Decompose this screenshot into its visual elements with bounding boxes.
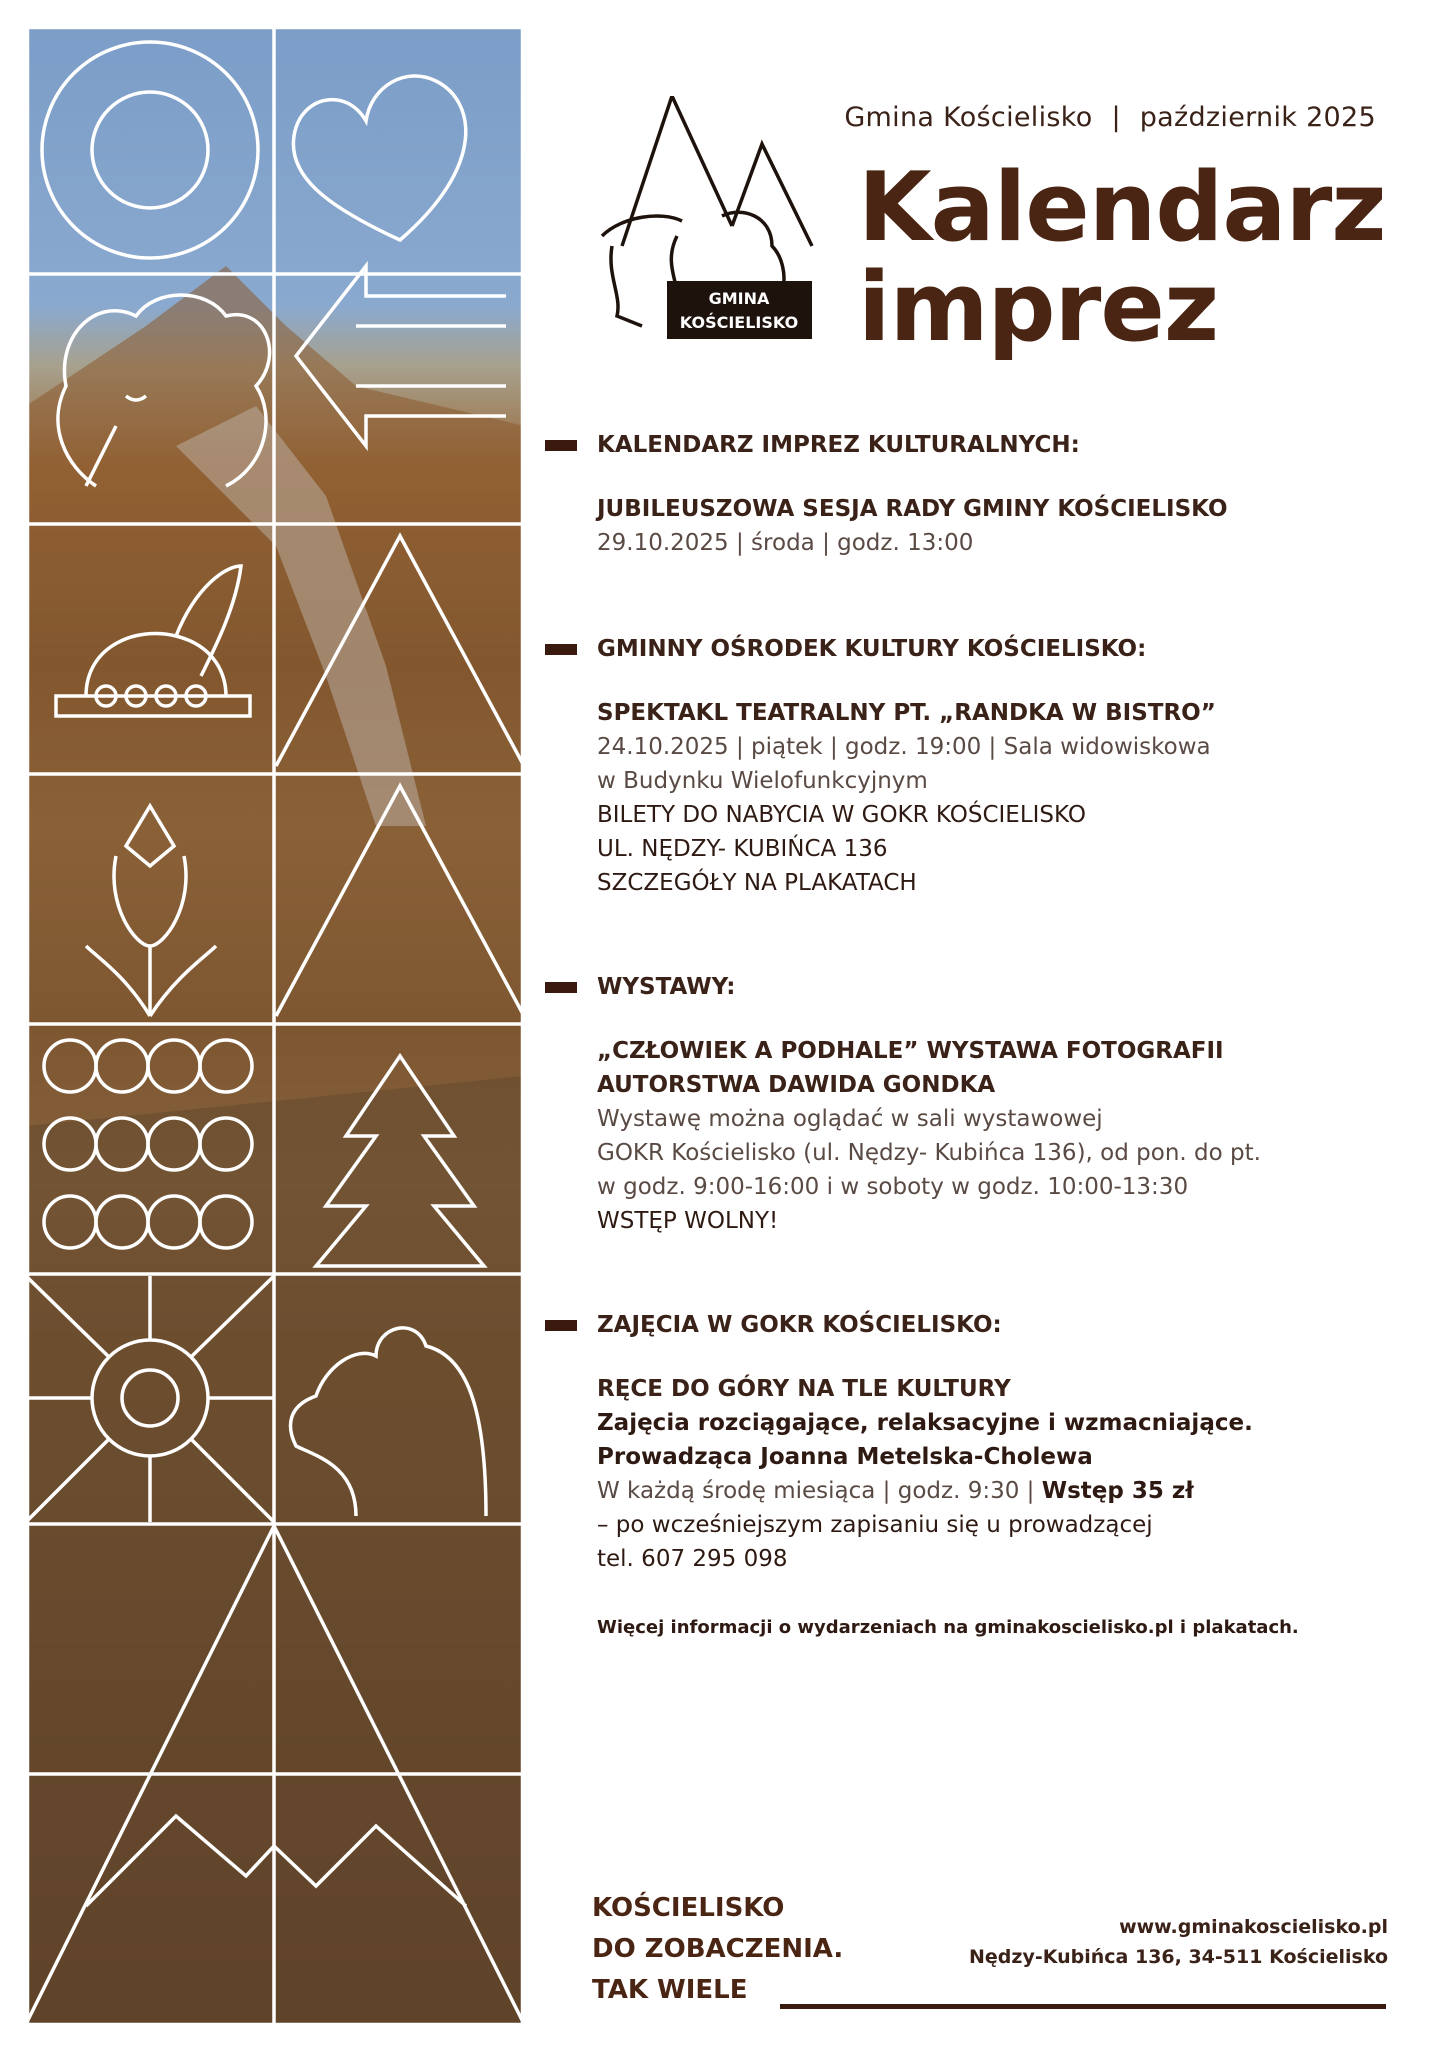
heading-bar-icon: [545, 1320, 577, 1331]
event-tickets: BILETY DO NABYCIA W GOKR KOŚCIELISKO: [597, 802, 1086, 828]
event-title: RĘCE DO GÓRY NA TLE KULTURY: [597, 1376, 1011, 1402]
event-title: [545, 1034, 1405, 1102]
footer-rule: [780, 2004, 1386, 2009]
section-cultural-events: [545, 428, 1405, 560]
event-title: JUBILEUSZOWA SESJA RADY GMINY KOŚCIELISKO: [597, 496, 1228, 522]
event-date: 29.10.2025 | środa | godz. 13:00: [597, 530, 974, 556]
event-title: SPEKTAKL TEATRALNY PT. „RANDKA W BISTRO”: [597, 700, 1216, 726]
event-schedule: [545, 1474, 1405, 1508]
event-title-line2: AUTORSTWA DAWIDA GONDKA: [597, 1072, 996, 1098]
event-schedule-text: W każdą środę miesiąca | godz. 9:30 |: [597, 1478, 1035, 1504]
slogan-line2: DO ZOBACZENIA.: [592, 1934, 844, 1964]
event-hours: w godz. 9:00-16:00 i w soboty w godz. 10:00-13:30: [597, 1174, 1189, 1200]
gmina-logo: [582, 96, 814, 346]
heart-icon: [293, 76, 465, 240]
folk-pattern-grid: [26, 26, 524, 2026]
slogan-line3: TAK WIELE: [592, 1975, 748, 2005]
contact-address: Nędzy-Kubińca 136, 34-511 Kościelisko: [969, 1946, 1388, 1968]
section-gokr: [545, 632, 1405, 900]
event-title-line1: „CZŁOWIEK A PODHALE” WYSTAWA FOTOGRAFII: [597, 1038, 1224, 1064]
ring-icon: [42, 42, 258, 258]
section-heading-text: GMINNY OŚRODEK KULTURY KOŚCIELISKO:: [597, 636, 1147, 662]
event-date: 24.10.2025 | piątek | godz. 19:00 | Sala widowiskowa: [597, 734, 1211, 760]
logo-mountain-left: [622, 96, 732, 246]
event-description: GOKR Kościelisko (ul. Nędzy- Kubińca 136), od pon. do pt.: [597, 1140, 1261, 1166]
header-meta: [806, 102, 1376, 133]
section-classes: [545, 1308, 1405, 1642]
highlander-logo-icon: [582, 96, 814, 346]
footer-contact: [900, 1912, 1388, 1972]
title-line2: imprez: [858, 253, 1219, 363]
section-heading: [545, 970, 1405, 1004]
section-heading-text: KALENDARZ IMPREZ KULTURALNYCH:: [597, 432, 1080, 458]
event-venue: w Budynku Wielofunkcyjnym: [597, 768, 928, 794]
more-info-note: Więcej informacji o wydarzeniach na gminakoscielisko.pl i plakatach.: [597, 1617, 1299, 1638]
event-address: UL. NĘDZY- KUBIŃCA 136: [597, 836, 888, 862]
event-signup: – po wcześniejszym zapisaniu się u prowadzącej: [597, 1512, 1153, 1538]
issue-month: październik 2025: [1139, 102, 1376, 133]
event-fee: Wstęp 35 zł: [1041, 1478, 1194, 1504]
event-phone: tel. 607 295 098: [597, 1546, 788, 1572]
heading-bar-icon: [545, 644, 577, 655]
header-separator: |: [1111, 102, 1121, 133]
section-exhibitions: [545, 970, 1405, 1238]
logo-text-line2: KOŚCIELISKO: [679, 313, 799, 332]
heading-bar-icon: [545, 982, 577, 993]
event-subtitle: Zajęcia rozciągające, relaksacyjne i wzmacniające.: [597, 1410, 1253, 1436]
section-heading: [545, 428, 1405, 462]
section-heading: [545, 1308, 1405, 1342]
slogan-line1: KOŚCIELISKO: [592, 1893, 785, 1923]
title-line1: Kalendarz: [858, 153, 1386, 263]
event-details: SZCZEGÓŁY NA PLAKATACH: [597, 870, 917, 896]
page-title: [858, 153, 1418, 363]
event-instructor: Prowadząca Joanna Metelska-Cholewa: [597, 1444, 1093, 1470]
logo-face-1: [611, 246, 642, 326]
event-free-entry: WSTĘP WOLNY!: [597, 1208, 779, 1234]
municipality-name: Gmina Kościelisko: [844, 102, 1093, 133]
event-description: Wystawę można oglądać w sali wystawowej: [597, 1106, 1103, 1132]
footer-slogan: [592, 1888, 843, 2011]
logo-hat: [602, 216, 682, 236]
section-heading: [545, 632, 1405, 666]
logo-mountain-right: [732, 144, 812, 246]
heading-bar-icon: [545, 440, 577, 451]
ring-inner-icon: [92, 92, 208, 208]
website-link[interactable]: www.gminakoscielisko.pl: [1119, 1916, 1388, 1938]
mountain-photo-strip: [26, 26, 524, 2026]
logo-text-line1: GMINA: [708, 289, 770, 308]
section-heading-text: WYSTAWY:: [597, 974, 736, 1000]
section-heading-text: ZAJĘCIA W GOKR KOŚCIELISKO:: [597, 1312, 1002, 1338]
